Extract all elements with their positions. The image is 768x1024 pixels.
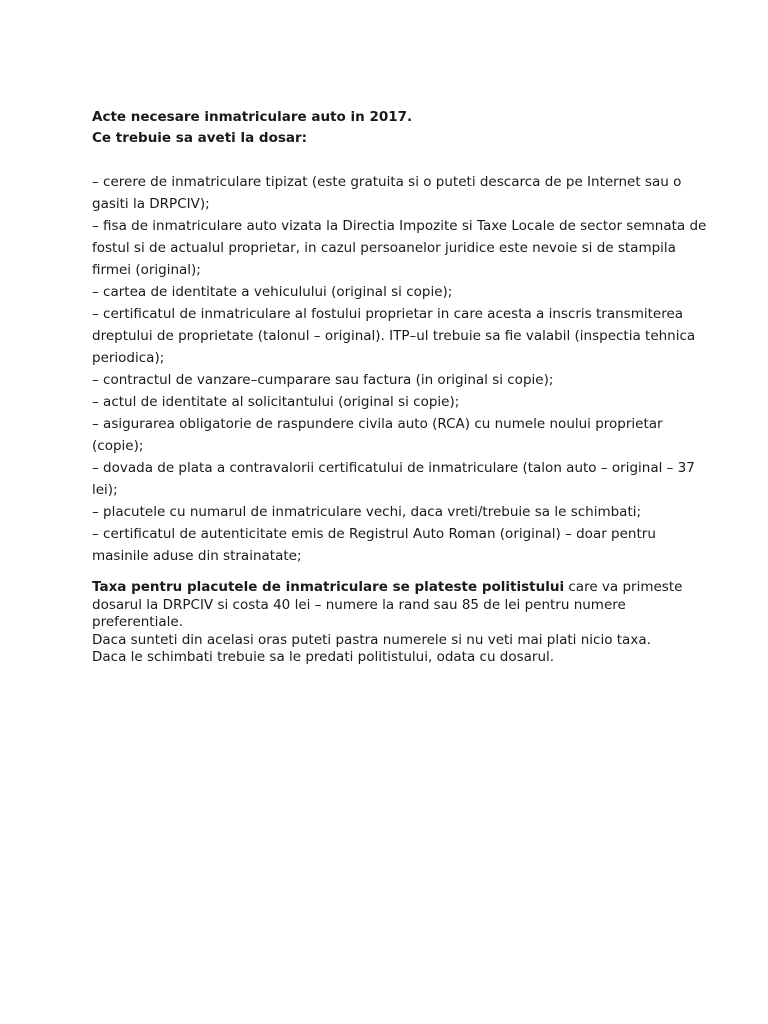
document-page [92, 107, 712, 667]
list-item: – cerere de inmatriculare tipizat (este gratuita si o puteti descarca de pe Internet sau o gasiti la DRPCIV); [92, 174, 682, 212]
list-item: – contractul de vanzare–cumparare sau factura (in original si copie); [92, 372, 554, 388]
list-item: – dovada de plata a contravalorii certificatului de inmatriculare (talon auto – original – 37 lei); [92, 460, 695, 498]
document-subtitle: Ce trebuie sa aveti la dosar: [92, 130, 308, 146]
note-same-city: Daca sunteti din acelasi oras puteti pastra numerele si nu veti mai plati nicio taxa. [92, 631, 651, 648]
list-item: – fisa de inmatriculare auto vizata la Directia Impozite si Taxe Locale de sector semnata de fostul si de actualul proprietar, in cazul persoanelor juridice este nevoie si de stampila firmei (original); [92, 218, 707, 278]
list-item: – actul de identitate al solicitantului (original si copie); [92, 394, 460, 410]
list-item: – certificatul de inmatriculare al fostului proprietar in care acesta a inscris transmiterea dreptului de proprietate (talonul – original). ITP–ul trebuie sa fie valabil (inspectia tehnica periodica); [92, 306, 696, 366]
list-item: – cartea de identitate a vehiculului (original si copie); [92, 284, 453, 300]
fee-rest-text: care va primeste dosarul la DRPCIV si costa 40 lei – numere la rand sau 85 de lei pentru numere preferentiale. [92, 579, 683, 630]
list-item: – placutele cu numarul de inmatriculare vechi, daca vreti/trebuie sa le schimbati; [92, 504, 642, 520]
required-documents-list [92, 171, 712, 567]
fee-bold-text: Taxa pentru placutele de inmatriculare se plateste politistului [92, 579, 565, 595]
fee-paragraph [92, 579, 712, 632]
list-item: – asigurarea obligatorie de raspundere civila auto (RCA) cu numele noului proprietar (copie); [92, 416, 663, 454]
list-item: – certificatul de autenticitate emis de Registrul Auto Roman (original) – doar pentru masinile aduse din strainatate; [92, 526, 656, 564]
note-change: Daca le schimbati trebuie sa le predati politistului, odata cu dosarul. [92, 649, 555, 665]
document-title: Acte necesare inmatriculare auto in 2017. [92, 109, 413, 125]
